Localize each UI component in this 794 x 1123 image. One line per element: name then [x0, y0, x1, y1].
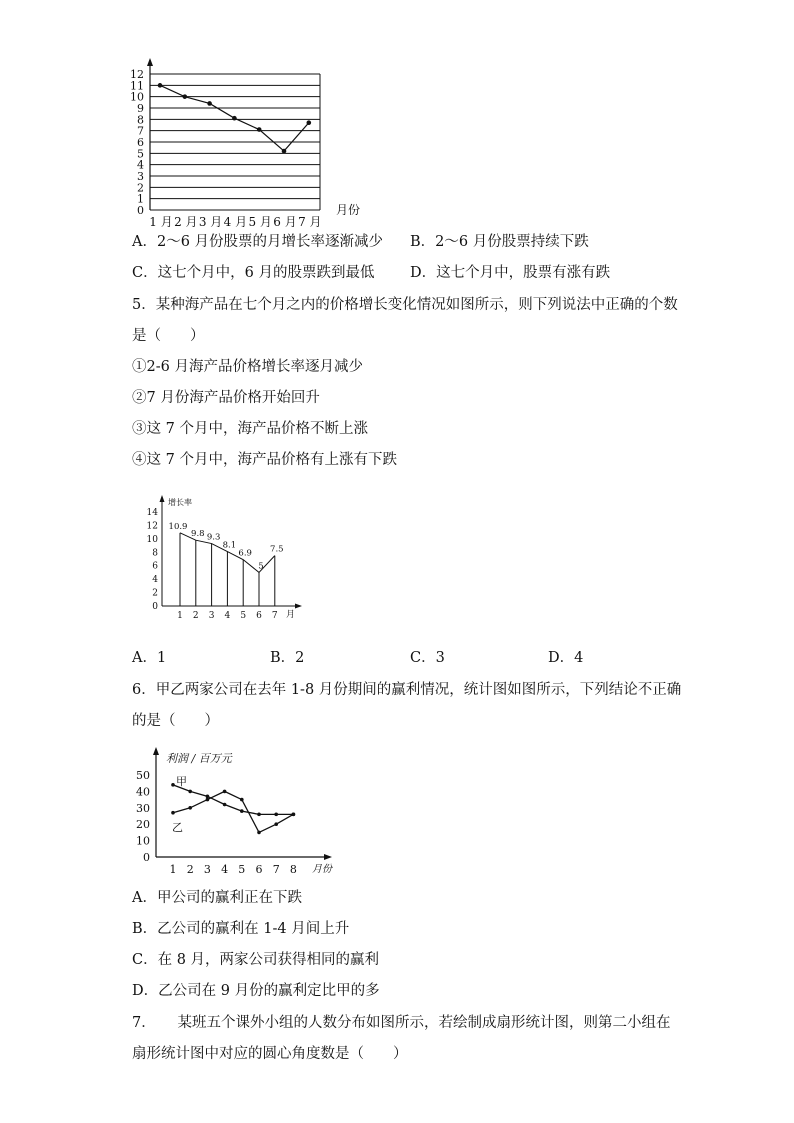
q6-option-d: D．乙公司在 9 月份的赢利定比甲的多: [132, 983, 380, 999]
x-tick-label: 4 月: [223, 215, 248, 229]
x-tick-label: 3: [208, 611, 215, 621]
y-tick-label: 10: [130, 90, 144, 104]
data-point: [206, 795, 210, 799]
data-label: 5: [258, 561, 264, 572]
y-tick-label: 3: [137, 170, 144, 183]
y-tick-label: 10: [146, 534, 158, 545]
x-tick-label: 5 月: [248, 215, 272, 229]
y-axis-arrow: [153, 747, 159, 755]
y-tick-label: 12: [130, 68, 144, 81]
q7-stem-cont: 扇形统计图中对应的圆心角度数是（ ）: [132, 1046, 408, 1062]
y-tick-label: 30: [136, 801, 150, 815]
data-point: [171, 783, 175, 787]
x-tick-label: 2: [186, 863, 194, 876]
y-tick-label: 12: [146, 521, 158, 532]
y-tick-label: 7: [137, 124, 144, 138]
x-axis-arrow: [295, 604, 302, 609]
series-jia-line: [173, 785, 293, 815]
data-point: [188, 790, 192, 794]
q4-option-d: [410, 263, 610, 283]
data-label: 10.9: [168, 521, 188, 532]
data-point: [240, 809, 244, 813]
y-axis-title: 增长率: [168, 498, 192, 507]
q4-option-c: [132, 263, 374, 283]
y-tick-label: 4: [137, 158, 144, 172]
y-tick-label: 2: [152, 588, 158, 599]
data-label: 9.8: [191, 529, 205, 540]
x-tick-label: 7: [271, 611, 278, 621]
y-tick-label: 50: [136, 769, 150, 782]
data-point: [240, 798, 244, 802]
data-point: [223, 803, 227, 807]
y-tick-label: 8: [137, 113, 144, 127]
data-label: 7.5: [270, 544, 284, 555]
y-tick-label: 0: [143, 851, 150, 864]
option-letter: D．: [410, 265, 437, 281]
q4-option-a: [132, 232, 383, 252]
data-point: [274, 813, 278, 817]
series-yi-label: 乙: [172, 821, 183, 834]
option-text: 这七个月中，股票有涨有跌: [436, 265, 611, 281]
x-tick-label: 3: [203, 863, 211, 876]
data-point: [158, 83, 163, 88]
data-label: 8.1: [222, 540, 237, 551]
x-tick-label: 1: [177, 611, 183, 621]
option-text: 2～6 月份股票持续下跌: [435, 234, 589, 250]
x-axis-label: 月份: [312, 864, 332, 875]
y-axis-arrow: [147, 58, 153, 66]
q5-option-c: C．3: [410, 650, 445, 666]
q5-statement-1: ①2-6 月海产品价格增长率逐月减少: [132, 359, 363, 375]
x-tick-label: 2: [192, 611, 199, 621]
x-tick-label: 5: [240, 611, 247, 621]
option-letter: A．: [132, 234, 157, 250]
data-point: [257, 831, 261, 835]
x-tick-label: 4: [221, 863, 229, 876]
y-tick-label: 6: [152, 561, 158, 572]
x-axis-label: 月: [286, 610, 296, 620]
option-text: 这七个月中，6 月的股票跌到最低: [157, 265, 375, 281]
y-tick-label: 1: [137, 192, 144, 206]
data-point: [206, 798, 210, 802]
chart-grid: [150, 74, 320, 210]
q5-statement-3: ③这 7 个月中，海产品价格不断上涨: [132, 421, 368, 437]
q6-option-b: B．乙公司的赢利在 1-4 月间上升: [132, 921, 350, 937]
profit-comparison-chart: [138, 743, 353, 878]
data-point: [207, 101, 212, 106]
data-point: [223, 790, 227, 794]
q7-stem: 7． 某班五个课外小组的人数分布如图所示，若绘制成扇形统计图，则第二小组在: [132, 1015, 671, 1031]
y-tick-label: 6: [137, 136, 144, 149]
q5-option-a: A．1: [132, 650, 167, 666]
q5-option-b: B．2: [270, 650, 305, 666]
x-tick-label: 3 月: [198, 215, 223, 229]
option-letter: C．: [132, 265, 158, 281]
y-tick-label: 20: [136, 818, 150, 832]
x-tick-label: 8: [289, 863, 297, 876]
y-tick-label: 5: [137, 147, 144, 161]
y-axis-arrow: [160, 495, 165, 502]
series-yi-line: [173, 791, 293, 832]
x-tick-label: 6: [256, 611, 262, 621]
x-tick-label: 1: [169, 863, 177, 876]
y-axis-title: 利润 / 百万元: [166, 752, 232, 765]
x-tick-label: 1 月: [149, 215, 173, 229]
y-tick-label: 8: [152, 548, 158, 559]
x-tick-label: 4: [224, 611, 231, 621]
data-label: 9.3: [206, 532, 221, 543]
y-tick-label: 2: [137, 181, 144, 195]
stock-line-chart: [120, 55, 380, 230]
y-tick-label: 0: [137, 204, 144, 217]
q6-stem-cont: 的是（ ）: [132, 713, 219, 729]
option-letter: B．: [410, 234, 436, 250]
y-tick-label: 0: [152, 602, 158, 612]
x-tick-label: 2 月: [174, 215, 198, 229]
x-tick-label: 5: [238, 863, 246, 876]
q5-statement-2: ②7 月份海产品价格开始回升: [132, 390, 320, 406]
y-tick-label: 4: [152, 575, 158, 586]
q5-stem-cont: 是（ ）: [132, 328, 205, 344]
q5-stem: 5．某种海产品在七个月之内的价格增长变化情况如图所示，则下列说法中正确的个数: [132, 297, 678, 313]
data-point: [292, 813, 296, 817]
x-tick-label: 6: [255, 863, 263, 876]
option-text: 2～6 月份股票的月增长率逐渐减少: [156, 234, 384, 250]
data-point: [307, 120, 312, 125]
data-point: [232, 116, 237, 121]
data-point: [257, 127, 262, 132]
data-point: [257, 813, 261, 817]
x-tick-label: 7: [272, 863, 280, 876]
y-tick-label: 11: [130, 79, 144, 93]
x-tick-label: 7 月: [298, 215, 322, 229]
y-tick-label: 9: [137, 102, 144, 115]
q6-option-a: A．甲公司的赢利正在下跌: [132, 890, 302, 906]
data-point: [274, 822, 278, 826]
x-tick-label: 6 月: [273, 215, 297, 229]
q5-statement-4: ④这 7 个月中，海产品价格有上涨有下跌: [132, 452, 397, 468]
data-point: [171, 811, 175, 815]
data-point: [282, 149, 287, 154]
data-point: [188, 806, 192, 810]
x-axis-arrow: [324, 854, 332, 860]
q5-option-d: D．4: [548, 650, 584, 666]
q4-option-b: [410, 232, 589, 252]
x-axis-label: 月份: [336, 203, 361, 217]
growth-rate-chart: [138, 492, 318, 627]
series-jia-label: 甲: [176, 775, 187, 788]
q6-option-c: C．在 8 月，两家公司获得相同的赢利: [132, 952, 380, 968]
y-tick-label: 10: [136, 834, 150, 848]
q6-stem: 6．甲乙两家公司在去年 1-8 月份期间的赢利情况，统计图如图所示，下列结论不正确: [132, 682, 682, 698]
y-tick-label: 40: [136, 785, 150, 799]
y-tick-label: 14: [146, 508, 158, 518]
data-point: [183, 94, 188, 99]
data-label: 6.9: [238, 548, 252, 559]
